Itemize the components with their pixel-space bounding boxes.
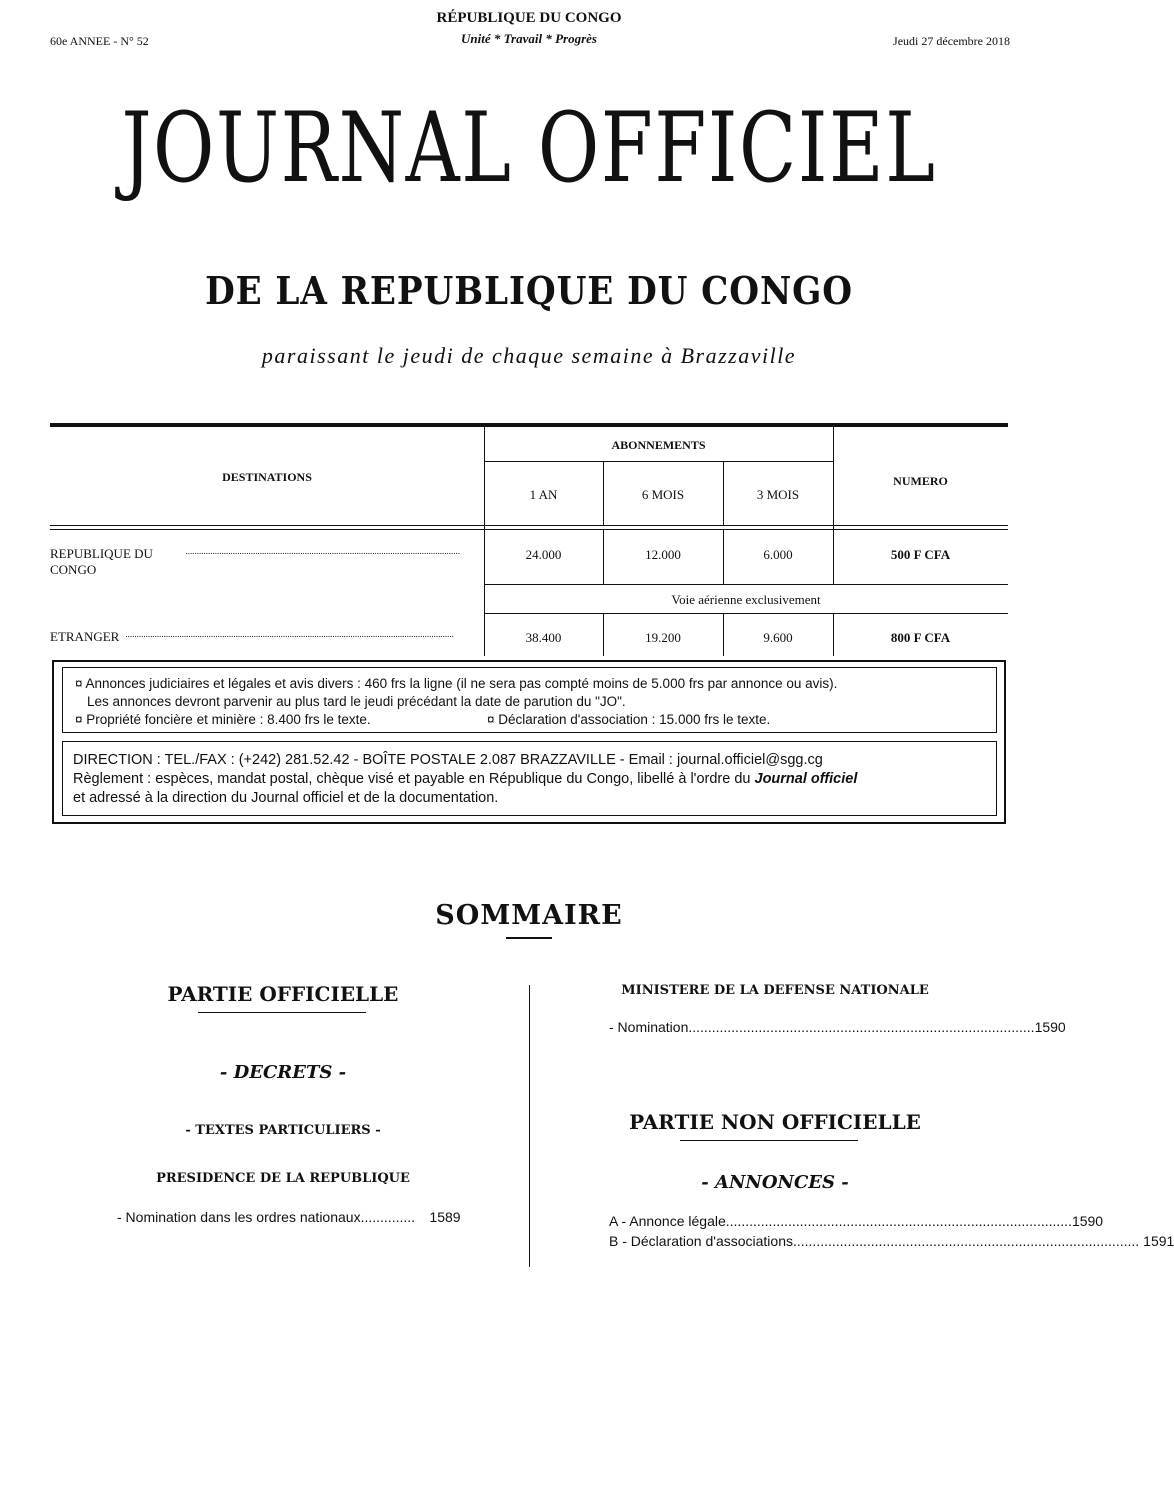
notice-line: ¤ Annonces judiciaires et légales et avis divers : 460 frs la ligne (il ne sera pas compté moins de 5.000 frs par annonce ou avis).	[75, 676, 838, 691]
payment-terms: Règlement : espèces, mandat postal, chèque visé et payable en République du Congo, libellé à l'ordre du	[73, 771, 751, 787]
period-6-months: 6 MOIS	[641, 487, 685, 502]
toc-entry[interactable]: - Nomination ......................................................................................... 1590	[609, 1019, 1066, 1035]
toc-page: 1589	[429, 1209, 461, 1225]
destination-label: ETRANGER	[50, 629, 120, 644]
category-textes-particuliers: - TEXTES PARTICULIERS -	[185, 1123, 381, 1138]
price-cell: 24.000	[525, 547, 562, 562]
notice-line: ¤ Déclaration d'association : 15.000 frs le texte.	[487, 712, 771, 727]
destination-label: REPUBLIQUE DU CONGO	[50, 546, 153, 577]
destinations-header: DESTINATIONS	[222, 470, 312, 484]
table-row-congo: REPUBLIQUE DU CONGO ..........................................................................................................................	[50, 546, 460, 577]
numero-price: 800 F CFA	[890, 630, 951, 645]
journal-name-emphasis: Journal officiel	[754, 771, 858, 787]
section-partie-non-officielle: PARTIE NON OFFICIELLE	[629, 1110, 921, 1134]
subscription-table	[50, 423, 1008, 656]
price-cell: 9.600	[763, 630, 793, 645]
issue-number: 60e ANNEE - N° 52	[50, 34, 149, 48]
journal-title: JOURNAL OFFICIEL	[121, 92, 937, 204]
price-cell: 38.400	[525, 630, 562, 645]
toc-page: 1590	[1071, 1213, 1104, 1229]
journal-tagline: paraissant le jeudi de chaque semaine à Brazzaville	[261, 343, 797, 368]
toc-entry[interactable]: - Nomination dans les ordres nationaux .............. 1589	[117, 1209, 461, 1225]
announcement-rates-box	[62, 667, 997, 733]
air-mail-note: Voie aérienne exclusivement	[671, 592, 821, 607]
ministry-presidence: PRESIDENCE DE LA REPUBLIQUE	[156, 1171, 410, 1186]
toc-page: 1591	[1143, 1233, 1174, 1249]
period-3-months: 3 MOIS	[756, 487, 800, 502]
toc-label: - Nomination	[609, 1019, 689, 1035]
price-cell: 12.000	[645, 547, 681, 562]
journal-subtitle: DE LA REPUBLIQUE DU CONGO	[205, 268, 853, 313]
direction-box	[62, 741, 997, 816]
ministry-defense: MINISTERE DE LA DEFENSE NATIONALE	[621, 983, 929, 998]
payment-terms-cont: et adressé à la direction du Journal officiel et de la documentation.	[73, 790, 499, 806]
numero-price: 500 F CFA	[890, 547, 951, 562]
table-row-etranger: ETRANGER ..................................................................................................................................................	[50, 629, 454, 644]
toc-page: 1590	[1034, 1019, 1066, 1035]
numero-header: NUMERO	[893, 474, 948, 488]
period-1-year: 1 AN	[529, 487, 558, 502]
price-cell: 19.200	[645, 630, 681, 645]
column-divider	[529, 985, 530, 1267]
direction-contact: DIRECTION : TEL./FAX : (+242) 281.52.42 - BOÎTE POSTALE 2.087 BRAZZAVILLE - Email : journal.officiel@sgg.cg	[73, 752, 823, 768]
notice-line: ¤ Propriété foncière et minière : 8.400 frs le texte.	[75, 712, 371, 727]
section-partie-officielle: PARTIE OFFICIELLE	[167, 982, 399, 1006]
subsection-annonces: - ANNONCES -	[701, 1172, 849, 1193]
country-name: RÉPUBLIQUE DU CONGO	[436, 10, 622, 26]
toc-label: - Nomination dans les ordres nationaux	[117, 1209, 361, 1225]
issue-date: Jeudi 27 décembre 2018	[893, 34, 1010, 48]
toc-label: A - Annonce légale	[609, 1213, 726, 1229]
subsection-decrets: - DECRETS -	[219, 1062, 347, 1083]
toc-entry[interactable]: B - Déclaration d'associations ......................................................................................... 1591	[609, 1233, 1174, 1249]
toc-label: B - Déclaration d'associations	[609, 1233, 793, 1249]
national-motto: Unité * Travail * Progrès	[460, 31, 597, 46]
toc-entry[interactable]: A - Annonce légale ......................................................................................... 1590	[609, 1213, 1104, 1229]
sommaire-title: SOMMAIRE	[435, 900, 623, 931]
price-cell: 6.000	[763, 547, 793, 562]
notice-line: Les annonces devront parvenir au plus tard le jeudi précédant la date de parution du "JO".	[87, 694, 626, 709]
abonnements-header: ABONNEMENTS	[611, 438, 706, 452]
